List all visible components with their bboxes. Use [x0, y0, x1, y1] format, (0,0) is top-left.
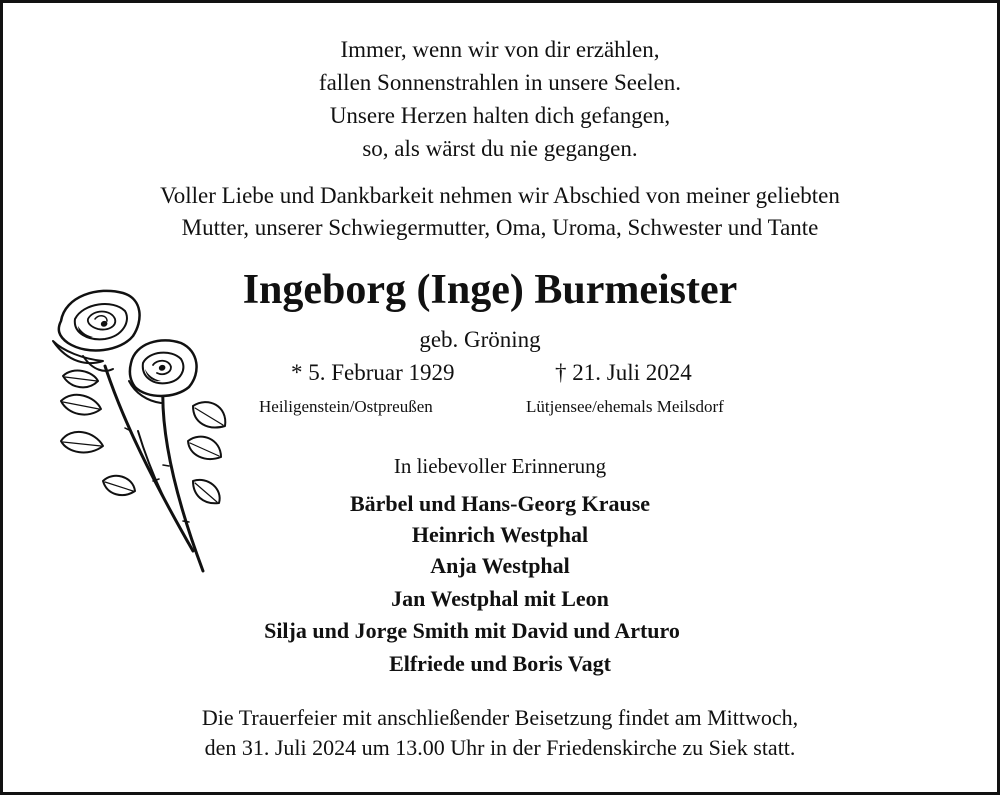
poem-line: so, als wärst du nie gegangen. — [362, 136, 638, 161]
poem-line: Immer, wenn wir von dir erzählen, — [340, 37, 660, 62]
deceased-name: Ingeborg (Inge) Burmeister — [242, 267, 738, 313]
memory-line: In liebevoller Erinnerung — [393, 454, 607, 478]
poem-line: fallen Sonnenstrahlen in unsere Seelen. — [318, 70, 682, 95]
rose-icon — [43, 281, 243, 581]
death-date: † 21. Juli 2024 — [555, 360, 692, 385]
intro-line: Mutter, unserer Schwiegermutter, Oma, Uroma, Schwester und Tante — [181, 215, 819, 240]
mourner-name: Jan Westphal mit Leon — [391, 586, 609, 611]
intro-line: Voller Liebe und Dankbarkeit nehmen wir Abschied von meiner geliebten — [160, 183, 840, 208]
mourner-name: Silja und Jorge Smith mit David und Arturo — [264, 618, 680, 643]
birth-name: geb. Gröning — [419, 327, 541, 352]
mourner-name: Bärbel und Hans-Georg Krause — [349, 491, 651, 516]
mourner-name: Elfriede und Boris Vagt — [389, 651, 611, 676]
mourner-name: Heinrich Westphal — [411, 522, 589, 547]
service-line: Die Trauerfeier mit anschließender Beisetzung findet am Mittwoch, — [201, 705, 799, 730]
service-line: den 31. Juli 2024 um 13.00 Uhr in der Friedenskirche zu Siek statt. — [204, 735, 796, 760]
mourner-name: Anja Westphal — [430, 553, 570, 578]
birth-date: * 5. Februar 1929 — [291, 360, 455, 385]
poem-line: Unsere Herzen halten dich gefangen, — [329, 103, 671, 128]
death-place: Lütjensee/ehemals Meilsdorf — [526, 397, 724, 416]
birth-place: Heiligenstein/Ostpreußen — [259, 397, 433, 416]
